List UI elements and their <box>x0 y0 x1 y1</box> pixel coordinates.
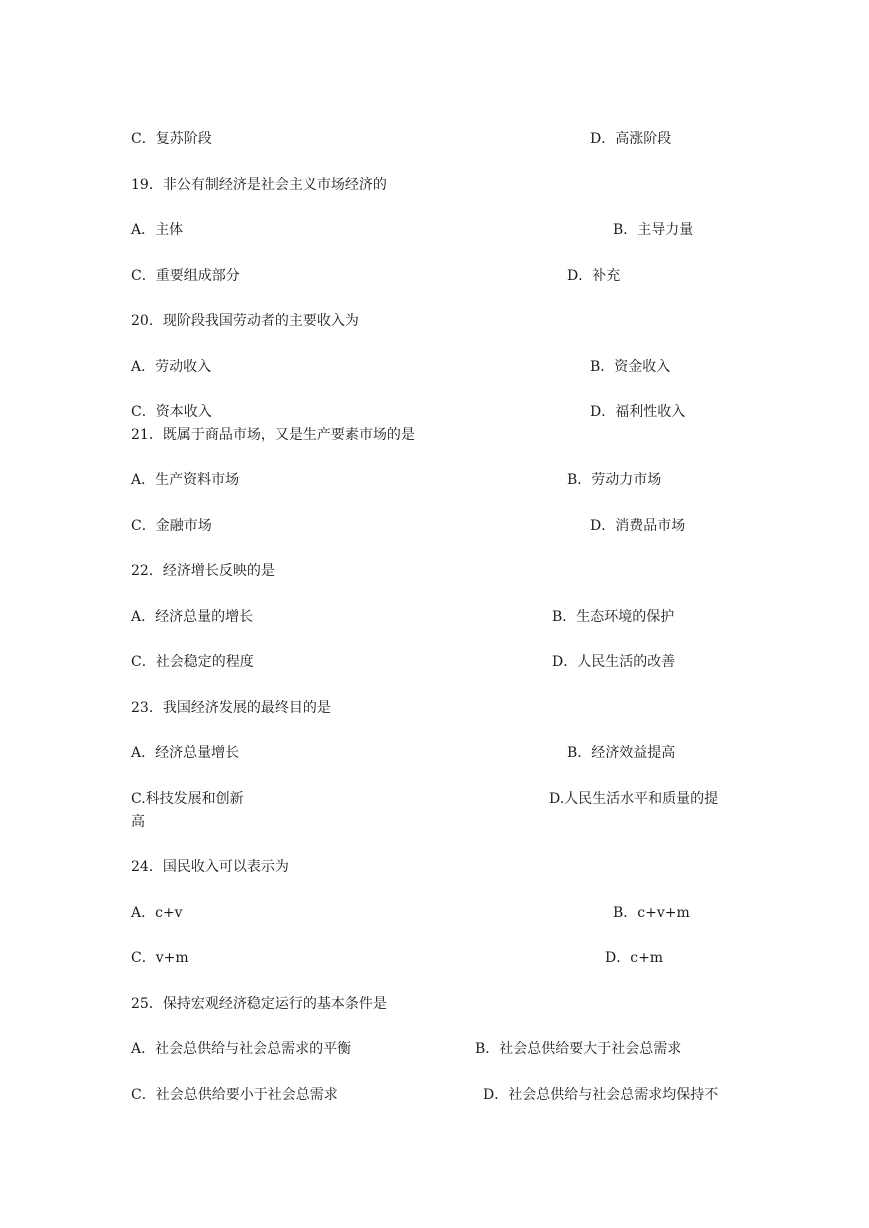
q22-option-a: A．经济总量的增长 <box>131 609 254 625</box>
q22-stem: 22．经济增长反映的是 <box>131 563 275 579</box>
q21-option-d: D．消费品市场 <box>590 518 686 534</box>
q19-option-c: C．重要组成部分 <box>131 268 240 284</box>
q21-stem: 21．既属于商品市场，又是生产要素市场的是 <box>131 427 415 443</box>
q19-option-d: D．补充 <box>567 268 621 284</box>
q25-option-a: A．社会总供给与社会总需求的平衡 <box>131 1041 352 1057</box>
q22-option-b: B．生态环境的保护 <box>552 609 675 625</box>
q24-stem: 24．国民收入可以表示为 <box>131 859 289 875</box>
q23-option-b: B．经济效益提高 <box>567 745 676 761</box>
q24-option-b: B．c+v+m <box>613 905 690 921</box>
q18-option-c: C．复苏阶段 <box>131 131 212 147</box>
q23-option-a: A．经济总量增长 <box>131 745 240 761</box>
q25-option-d: D．社会总供给与社会总需求均保持不 <box>483 1087 719 1103</box>
q19-option-b: B．主导力量 <box>613 222 694 238</box>
q20-option-d: D．福利性收入 <box>590 404 686 420</box>
q19-option-a: A．主体 <box>131 222 184 238</box>
q22-option-d: D．人民生活的改善 <box>552 654 676 670</box>
q24-option-c: C．v+m <box>131 950 189 966</box>
q20-option-b: B．资金收入 <box>590 359 671 375</box>
q21-option-c: C．金融市场 <box>131 518 212 534</box>
q19-stem: 19．非公有制经济是社会主义市场经济的 <box>131 177 387 193</box>
q20-option-a: A．劳动收入 <box>131 359 212 375</box>
q23-option-d-continued: 高 <box>131 814 145 830</box>
q25-option-b: B．社会总供给要大于社会总需求 <box>475 1041 682 1057</box>
q21-option-b: B．劳动力市场 <box>567 472 662 488</box>
q18-option-d: D．高涨阶段 <box>590 131 672 147</box>
q25-option-c: C．社会总供给要小于社会总需求 <box>131 1087 338 1103</box>
q20-option-c: C．资本收入 <box>131 404 212 420</box>
q24-option-a: A．c+v <box>131 905 183 921</box>
q23-option-d: D.人民生活水平和质量的提 <box>549 791 719 807</box>
q24-option-d: D．c+m <box>605 950 664 966</box>
q23-stem: 23．我国经济发展的最终目的是 <box>131 700 331 716</box>
q23-option-c: C.科技发展和创新 <box>131 791 244 807</box>
q25-stem: 25．保持宏观经济稳定运行的基本条件是 <box>131 996 387 1012</box>
q20-stem: 20．现阶段我国劳动者的主要收入为 <box>131 313 359 329</box>
q21-option-a: A．生产资料市场 <box>131 472 240 488</box>
q22-option-c: C．社会稳定的程度 <box>131 654 254 670</box>
